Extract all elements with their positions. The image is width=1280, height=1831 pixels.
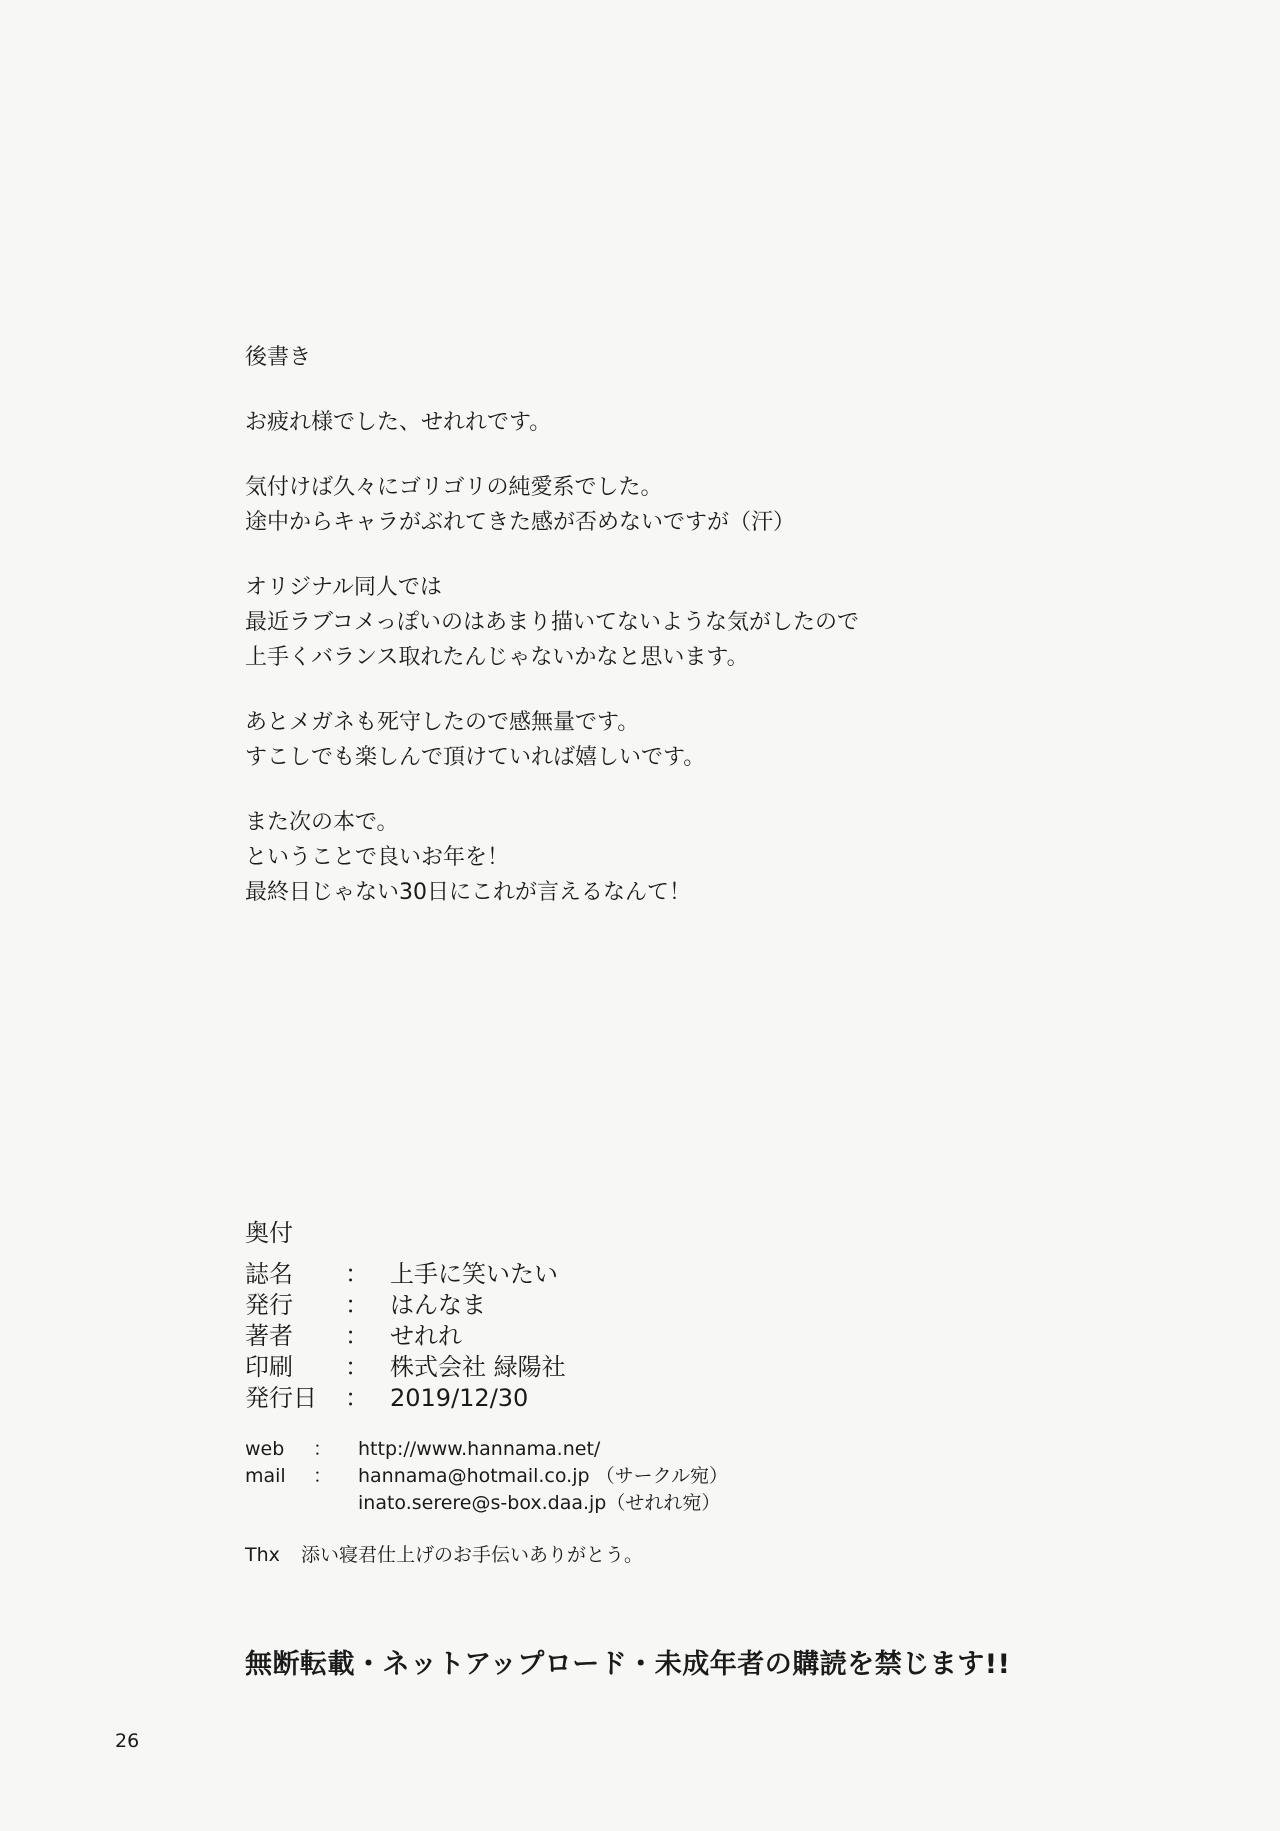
afterword-paragraph <box>245 705 1145 775</box>
colophon-section <box>245 1215 1145 1569</box>
colophon-value: はんなま <box>390 1291 486 1319</box>
contact-label: web <box>245 1438 285 1460</box>
colophon-value: 株式会社 緑陽社 <box>390 1353 566 1381</box>
colophon-value: 2019/12/30 <box>390 1384 529 1412</box>
website-link[interactable]: http://www.hannama.net/ <box>358 1438 601 1460</box>
afterword-line: 最近ラブコメっぽいのはあまり描いてないような気がしたので <box>245 610 860 635</box>
afterword-line: 気付けば久々にゴリゴリの純愛系でした。 <box>245 475 663 500</box>
afterword-heading: 後書き <box>245 345 312 370</box>
colophon-value: せれれ <box>390 1322 462 1350</box>
afterword-line: オリジナル同人では <box>245 575 442 600</box>
afterword-line: ということで良いお年を！ <box>245 845 510 870</box>
thanks-text: 添い寝君仕上げのお手伝いありがとう。 <box>301 1544 644 1566</box>
reproduction-notice: 無断転載・ネットアップロード・未成年者の購読を禁じます!! <box>245 1649 1011 1680</box>
afterword-line: 上手くバランス取れたんじゃないかなと思います。 <box>245 645 749 670</box>
colophon-row-author <box>245 1321 1145 1352</box>
afterword-line: あとメガネも死守したので感無量です。 <box>245 710 640 735</box>
colophon-separator: ： <box>345 1260 369 1288</box>
contact-row-mail <box>245 1463 1145 1490</box>
colophon-label: 発行 <box>245 1291 293 1319</box>
afterword-line: すこしでも楽しんで頂けていれば嬉しいです。 <box>245 745 706 770</box>
afterword-section <box>245 341 1145 940</box>
colophon-heading: 奥付 <box>245 1219 293 1247</box>
afterword-paragraph <box>245 805 1145 910</box>
colophon-separator: ： <box>345 1291 369 1319</box>
author-email-link[interactable]: inato.serere@s-box.daa.jp（せれれ宛） <box>358 1492 721 1514</box>
colophon-separator: ： <box>345 1353 369 1381</box>
colophon-row-publisher <box>245 1290 1145 1321</box>
colophon-separator: ： <box>345 1322 369 1350</box>
contact-row-web <box>245 1436 1145 1463</box>
thanks-label: Thx <box>245 1544 280 1566</box>
afterword-line: また次の本で。 <box>245 810 399 835</box>
page-number: 26 <box>115 1730 140 1752</box>
colophon-separator: ： <box>345 1384 369 1412</box>
contact-label <box>245 1490 313 1517</box>
colophon-row-title <box>245 1259 1145 1290</box>
circle-email-link[interactable]: hannama@hotmail.co.jp （サークル宛） <box>358 1465 729 1487</box>
contact-list <box>245 1436 1145 1517</box>
colophon-label: 著者 <box>245 1322 293 1350</box>
contact-separator: ： <box>313 1465 333 1487</box>
afterword-paragraph <box>245 405 1145 440</box>
afterword-line: 最終日じゃない30日にこれが言えるなんて！ <box>245 880 691 905</box>
afterword-paragraph <box>245 470 1145 540</box>
colophon-label: 印刷 <box>245 1353 293 1381</box>
afterword-line: お疲れ様でした、せれれです。 <box>245 410 552 435</box>
contact-row-mail-2 <box>245 1490 1145 1517</box>
colophon-row-printer <box>245 1352 1145 1383</box>
contact-label: mail <box>245 1465 286 1487</box>
colophon-label: 誌名 <box>245 1260 293 1288</box>
afterword-line: 途中からキャラがぶれてきた感が否めないですが（汗） <box>245 510 796 535</box>
thanks-line <box>245 1542 1145 1569</box>
afterword-paragraph <box>245 570 1145 675</box>
colophon-row-date <box>245 1383 1145 1414</box>
contact-separator: ： <box>313 1438 333 1460</box>
colophon-label: 発行日 <box>245 1384 317 1412</box>
colophon-value: 上手に笑いたい <box>390 1260 558 1288</box>
contact-separator <box>313 1490 358 1517</box>
